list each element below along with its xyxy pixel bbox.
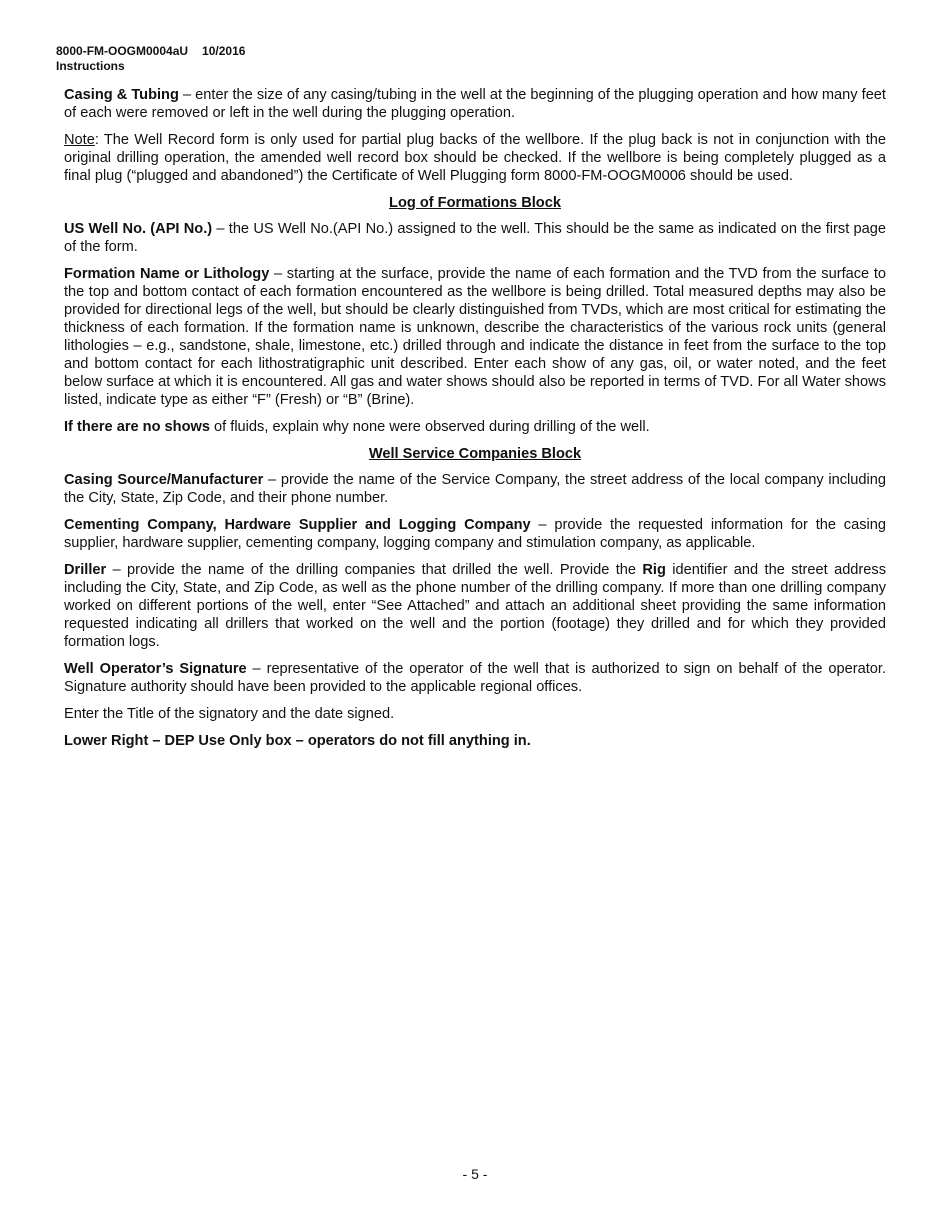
document-header	[56, 44, 245, 74]
formation-term: Formation Name or Lithology	[64, 266, 270, 282]
page-number: - 5 -	[462, 1166, 488, 1182]
lower-right-paragraph: Lower Right – DEP Use Only box – operators do not fill anything in.	[64, 733, 531, 749]
note-label: Note	[64, 132, 95, 148]
well-service-companies-heading: Well Service Companies Block	[368, 446, 582, 462]
driller-paragraph	[64, 561, 886, 651]
casing-tubing-text: – enter the size of any casing/tubing in the well at the beginning of the plugging operation and how many feet of each were removed or left in the well during the plugging operation.	[64, 87, 886, 121]
driller-text-2: identifier and the street address including the City, State, and Zip Code, as well as the phone number of the drilling company. If more than one drilling company worked on different portions of the well, enter “See Attached” and attach an additional sheet providing the same information requested indicating all drillers that worked on the well and the portion (footage) they drilled and for which they provided formation logs.	[64, 562, 886, 650]
driller-text-1: – provide the name of the drilling companies that drilled the well. Provide the	[106, 562, 643, 578]
no-shows-paragraph	[64, 418, 886, 436]
casing-tubing-term: Casing & Tubing	[64, 87, 179, 103]
us-well-paragraph	[64, 220, 886, 256]
form-date: 10/2016	[202, 44, 246, 58]
us-well-text: – the US Well No.(API No.) assigned to the well. This should be the same as indicated on the first page of the form.	[64, 221, 886, 255]
casing-source-term: Casing Source/Manufacturer	[64, 472, 264, 488]
cementing-paragraph	[64, 516, 886, 552]
header-title: Instructions	[56, 59, 125, 73]
note-paragraph	[64, 131, 886, 185]
signature-paragraph	[64, 660, 886, 696]
no-shows-term: If there are no shows	[64, 419, 210, 435]
cementing-term: Cementing Company, Hardware Supplier and Logging Company	[64, 517, 531, 533]
casing-source-paragraph	[64, 471, 886, 507]
instructions-body	[64, 86, 886, 759]
cementing-text: – provide the requested information for the casing supplier, hardware supplier, cementing company, logging company and stimulation company, as applicable.	[64, 517, 886, 551]
title-line-paragraph: Enter the Title of the signatory and the date signed.	[64, 706, 395, 722]
rig-term: Rig	[642, 562, 666, 578]
form-number: 8000-FM-OOGM0004aU	[56, 44, 189, 58]
driller-term: Driller	[64, 562, 107, 578]
signature-text: – representative of the operator of the well that is authorized to sign on behalf of the operator. Signature authority should have been provided to the applicable regional offices.	[64, 661, 886, 695]
casing-tubing-paragraph	[64, 86, 886, 122]
casing-source-text: – provide the name of the Service Company, the street address of the local company including the City, State, Zip Code, and their phone number.	[64, 472, 886, 506]
formation-paragraph	[64, 265, 886, 409]
no-shows-text: of fluids, explain why none were observed during drilling of the well.	[209, 419, 650, 435]
us-well-term: US Well No. (API No.)	[64, 221, 213, 237]
formation-text: – starting at the surface, provide the name of each formation and the TVD from the surface to the top and bottom contact of each formation encountered as the wellbore is being drilled. Total measured depths may also be provided for directional legs of the well, but should be clearly distinguished from TVDs, which are most critical for estimating the thickness of each formation. If the formation name is unknown, describe the characteristics of the various rock units (general lithologies – e.g., sandstone, shale, limestone, etc.) drilled through and indicate the distance in feet from the surface to the top and bottom contact for each lithostratigraphic unit described. Enter each show of any gas, oil, or water noted, and the feet below surface at which it is encountered. All gas and water shows should also be reported in terms of TVD. For all Water shows listed, indicate type as either “F” (Fresh) or “B” (Brine).	[64, 266, 886, 408]
note-text: : The Well Record form is only used for partial plug backs of the wellbore. If the plug back is not in conjunction with the original drilling operation, the amended well record box should be checked. If the wellbore is being completely plugged as a final plug (“plugged and abandoned”) the Certificate of Well Plugging form 8000-FM-OOGM0006 should be used.	[64, 132, 886, 184]
signature-term: Well Operator’s Signature	[64, 661, 247, 677]
log-of-formations-heading: Log of Formations Block	[389, 195, 561, 211]
